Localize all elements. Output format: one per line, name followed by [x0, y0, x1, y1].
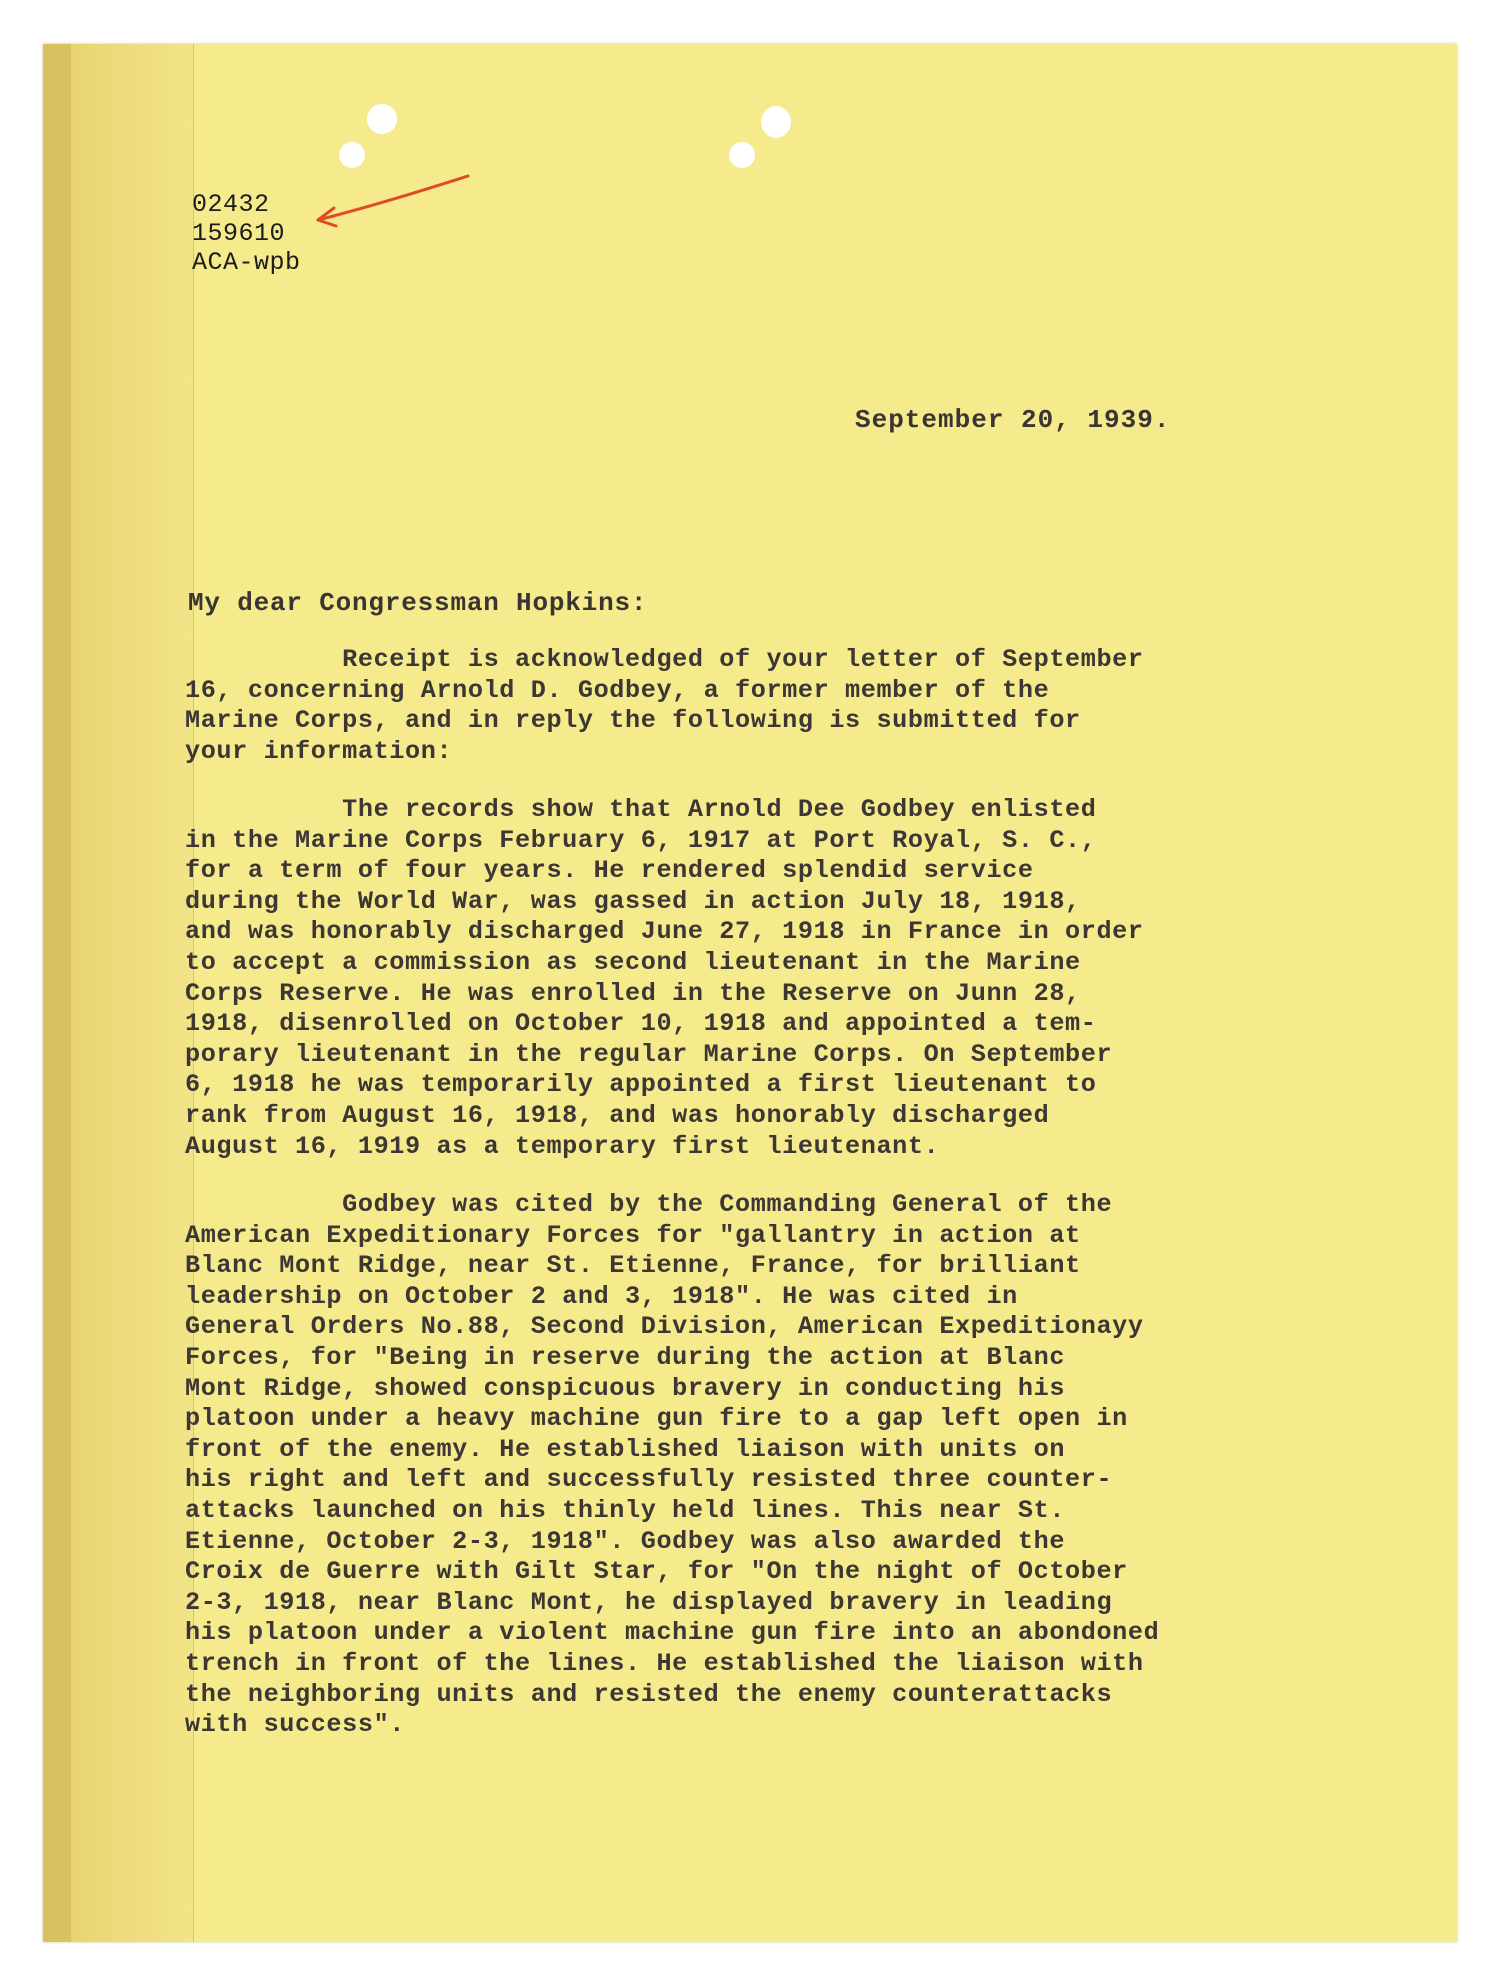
punch-hole-right-small	[729, 142, 755, 168]
text-line: Godbey was cited by the Commanding General of the	[185, 1190, 1113, 1219]
red-arrow-icon	[300, 168, 480, 238]
text-line: 6, 1918 he was temporarily appointed a first lieutenant to	[185, 1070, 1097, 1100]
text-line: rank from August 16, 1918, and was honorably discharged	[185, 1100, 1050, 1130]
punch-hole-left-small	[339, 142, 365, 168]
tape-edge	[43, 44, 71, 1942]
text-line: The records show that Arnold Dee Godbey enlisted	[185, 795, 1097, 824]
text-line: the neighboring units and resisted the enemy counterattacks	[185, 1679, 1113, 1709]
letter-date: September 20, 1939.	[855, 405, 1171, 435]
text-line: Blanc Mont Ridge, near St. Etienne, France, for brilliant	[185, 1251, 1081, 1281]
text-line: his right and left and successfully resisted three counter-	[185, 1465, 1113, 1495]
text-line: General Orders No.88, Second Division, American Expeditionayy	[185, 1312, 1144, 1342]
text-line: with success".	[185, 1710, 406, 1740]
text-line: his platoon under a violent machine gun fire into an abondoned	[185, 1618, 1160, 1648]
text-line: and was honorably discharged June 27, 1918 in France in order	[185, 917, 1144, 947]
text-line: Corps Reserve. He was enrolled in the Reserve on Junn 28,	[185, 978, 1081, 1008]
text-line: platoon under a heavy machine gun fire to a gap left open in	[185, 1404, 1128, 1434]
text-line: Croix de Guerre with Gilt Star, for "On the night of October	[185, 1557, 1128, 1587]
paragraph-1	[185, 645, 1335, 767]
text-line: front of the enemy. He established liaison with units on	[185, 1434, 1066, 1464]
text-line: 2-3, 1918, near Blanc Mont, he displayed bravery in leading	[185, 1587, 1113, 1617]
text-line: to accept a commission as second lieutenant in the Marine	[185, 947, 1081, 977]
text-line: in the Marine Corps February 6, 1917 at Port Royal, S. C.,	[185, 825, 1097, 855]
text-line: Etienne, October 2-3, 1918". Godbey was also awarded the	[185, 1526, 1066, 1556]
text-line: leadership on October 2 and 3, 1918". He was cited in	[185, 1281, 1018, 1311]
text-line: Receipt is acknowledged of your letter of September	[185, 645, 1144, 674]
text-line: American Expeditionary Forces for "gallantry in action at	[185, 1220, 1081, 1250]
salutation: My dear Congressman Hopkins:	[188, 588, 648, 618]
reference-number-1: 02432	[192, 190, 270, 219]
text-line: August 16, 1919 as a temporary first lieutenant.	[185, 1131, 940, 1161]
text-line: Mont Ridge, showed conspicuous bravery in conducting his	[185, 1373, 1066, 1403]
binding-tape-strip	[43, 44, 194, 1942]
reference-initials: ACA-wpb	[192, 248, 301, 277]
punch-hole-right	[761, 106, 791, 138]
text-line: Forces, for "Being in reserve during the action at Blanc	[185, 1342, 1066, 1372]
text-line: for a term of four years. He rendered splendid service	[185, 856, 1034, 886]
text-line: your information:	[185, 736, 453, 766]
paragraph-2	[185, 795, 1335, 1162]
text-line: 16, concerning Arnold D. Godbey, a former member of the	[185, 675, 1050, 705]
text-line: attacks launched on his thinly held lines. This near St.	[185, 1495, 1066, 1525]
text-line: during the World War, was gassed in action July 18, 1918,	[185, 886, 1081, 916]
text-line: 1918, disenrolled on October 10, 1918 and appointed a tem-	[185, 1009, 1097, 1039]
text-line: porary lieutenant in the regular Marine Corps. On September	[185, 1039, 1113, 1069]
text-line: Marine Corps, and in reply the following is submitted for	[185, 706, 1081, 736]
file-reference-block	[192, 190, 301, 277]
punch-hole-left	[367, 104, 397, 134]
reference-number-2: 159610	[192, 219, 286, 248]
paragraph-3	[185, 1190, 1335, 1741]
text-line: trench in front of the lines. He established the liaison with	[185, 1648, 1144, 1678]
